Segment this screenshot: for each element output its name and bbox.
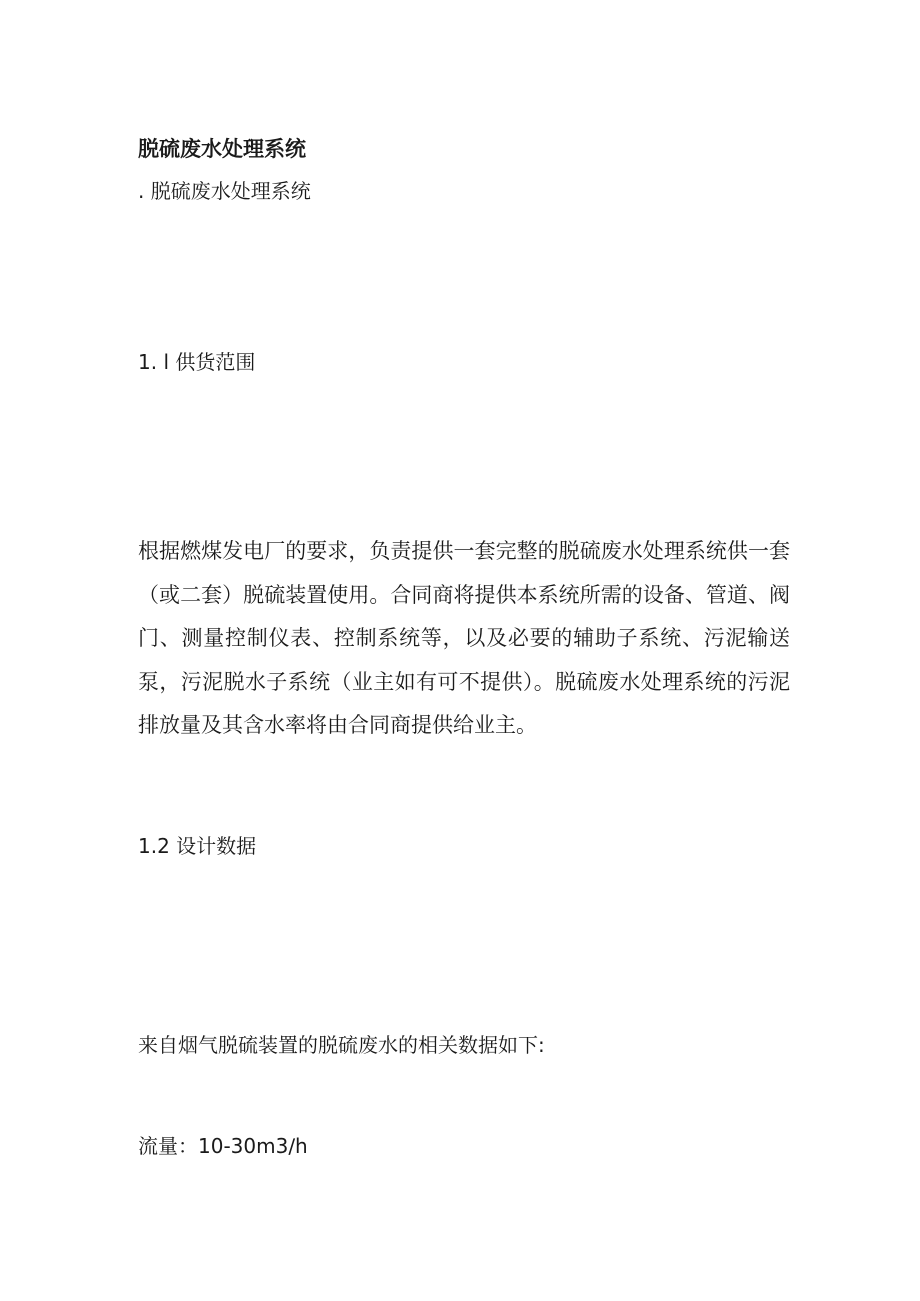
- document-subtitle: . 脱硫废水处理系统: [138, 179, 311, 203]
- design-data-intro: 来自烟气脱硫装置的脱硫废水的相关数据如下:: [138, 1033, 545, 1057]
- section-heading-supply-scope: 1. l 供货范围: [138, 350, 256, 374]
- supply-scope-paragraph: 根据燃煤发电厂的要求，负责提供一套完整的脱硫废水处理系统供一套（或二套）脱硫装置使用。合同商将提供本系统所需的设备、管道、阀门、测量控制仪表、控制系统等，以及必要的辅助子系统、污泥输送泵，污泥脱水子系统（业主如有可不提供）。脱硫废水处理系统的污泥排放量及其含水率将由合同商提供给业主。: [138, 539, 790, 737]
- flow-rate-line: 流量：10-30m3∕h: [138, 1134, 308, 1158]
- section-heading-design-data: 1.2 设计数据: [138, 834, 257, 858]
- document-title: 脱硫废水处理系统: [138, 137, 306, 161]
